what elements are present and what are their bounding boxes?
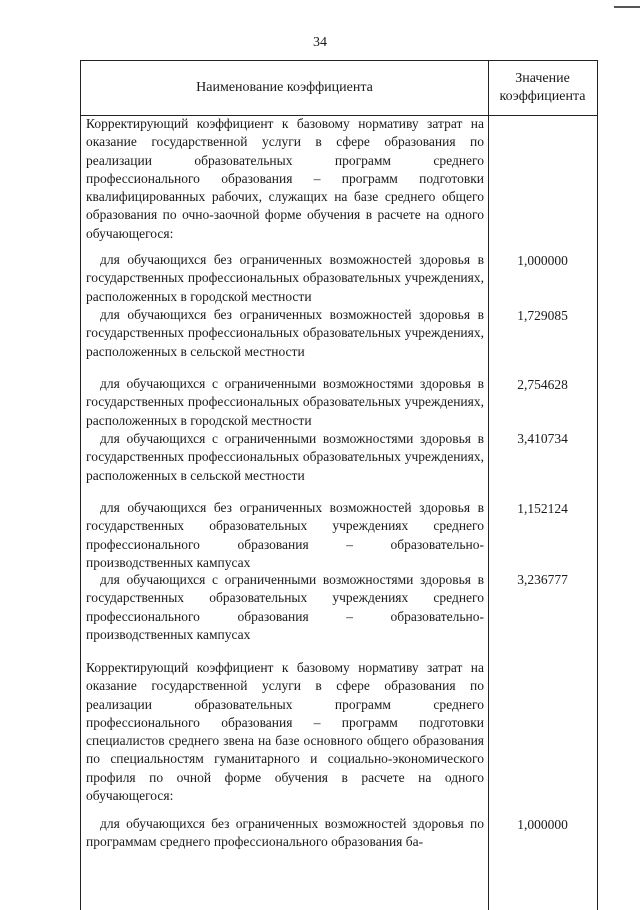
- table-row: для обучающихся без ограниченных возможностей здоровья в государственных образовательных учреждениях среднего профессионального образования – образовательно-производственных кампусах: [86, 500, 484, 570]
- table-row: для обучающихся с ограниченными возможностями здоровья в государственных профессиональных образовательных учреждениях, расположенных в сельской местности: [86, 431, 484, 483]
- table-row: для обучающихся без ограниченных возможностей здоровья по программам среднего профессионального образования ба-: [86, 816, 484, 850]
- table-row: для обучающихся с ограниченными возможностями здоровья в государственных профессиональных образовательных учреждениях, расположенных в городской местности: [86, 376, 484, 428]
- table-row: для обучающихся без ограниченных возможностей здоровья в государственных профессиональных образовательных учреждениях, расположенных в сельской местности: [86, 307, 484, 359]
- coefficient-value: 3,236777: [517, 572, 568, 587]
- header-value: Значение коэффициента: [499, 71, 586, 104]
- page-number: 34: [313, 35, 327, 50]
- coefficient-value: 1,729085: [517, 308, 568, 323]
- coefficient-value: 3,410734: [517, 431, 568, 446]
- table-row: для обучающихся без ограниченных возможностей здоровья в государственных профессиональных образовательных учреждениях, расположенных в городской местности: [86, 252, 484, 304]
- table-row: для обучающихся с ограниченными возможностями здоровья в государственных образовательных учреждениях среднего профессионального образования – образовательно-производственных кампусах: [86, 572, 484, 642]
- section-title: Корректирующий коэффициент к базовому нормативу затрат на оказание государственной услуги в сфере образования по реализации образовательных программ среднего профессионального образования – программ подготовки квалифицированных рабочих, служащих на базе среднего общего образования по очно-заочной форме обучения в расчете на одного обучающегося:: [86, 116, 484, 241]
- corner-mark: [614, 6, 640, 8]
- coefficient-value: 1,000000: [517, 817, 568, 832]
- section-title: Корректирующий коэффициент к базовому нормативу затрат на оказание государственной услуги в сфере образования по реализации образовательных программ среднего профессионального образования – программ подготовки специалистов среднего звена на базе основного общего образования по специальностям гуманитарного и социально-экономического профиля по очной форме обучения в расчете на одного обучающегося:: [86, 660, 484, 804]
- header-name: Наименование коэффициента: [196, 80, 373, 95]
- column-separator: [488, 60, 489, 910]
- table-top-border: [80, 60, 597, 61]
- coefficient-value: 2,754628: [517, 377, 568, 392]
- coefficient-value: 1,000000: [517, 253, 568, 268]
- coefficient-value: 1,152124: [517, 501, 568, 516]
